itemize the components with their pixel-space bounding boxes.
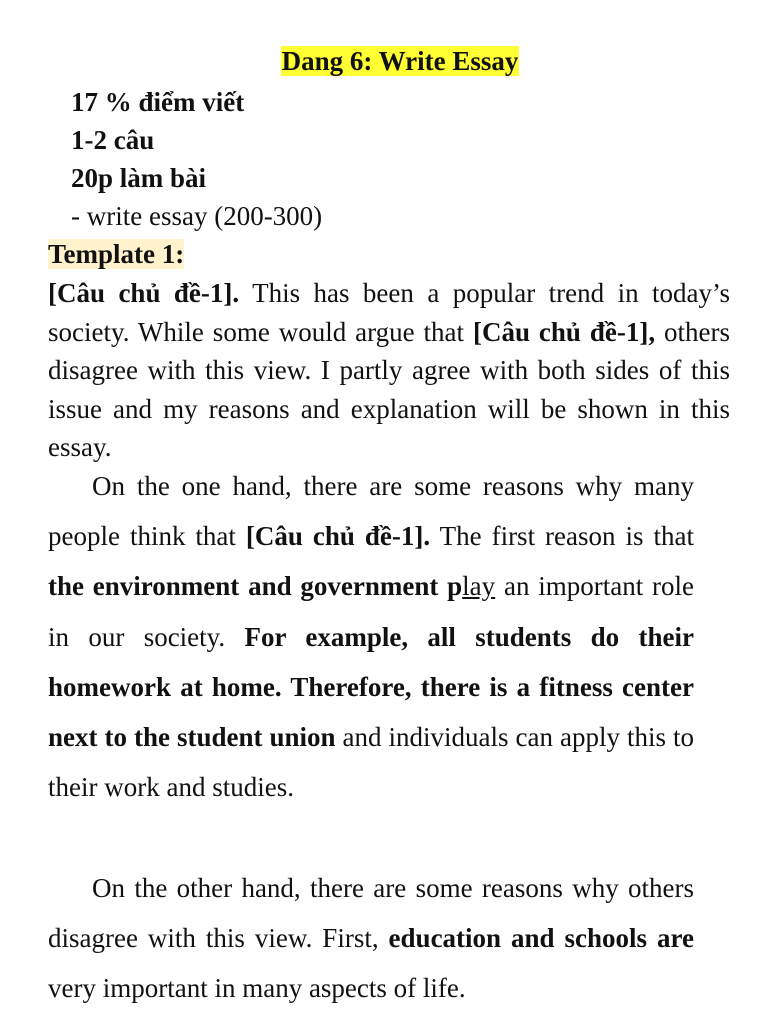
p1-bold-1: the environment and government p — [48, 571, 463, 602]
time-line: 20p làm bài — [71, 163, 207, 193]
p2-text-2: very important in many aspects of life. — [48, 973, 466, 1004]
intro-topic-2: [Câu chủ đề-1], — [472, 316, 656, 347]
p1-text-2: The first reason is that — [430, 521, 694, 552]
points-line: 17 % điểm viết — [71, 87, 245, 117]
intro-paragraph — [48, 274, 730, 467]
p2-text-1: On the other hand, there are some reasons why others disagree with this view. First, — [48, 873, 694, 954]
p1-topic: [Câu chủ đề-1]. — [245, 521, 431, 552]
title-highlight: Dang 6: Write Essay — [281, 46, 519, 76]
intro-text-2: others disagree with this view. I partly agree with both sides of this issue and my reasons and explanation will be shown in this essay. — [48, 316, 730, 463]
p1-bold-2: For example, all students do their homework at home. Therefore, there is a fitness center next to the student union — [48, 621, 694, 753]
p1-underlined: lay — [462, 571, 496, 602]
task-line: - write essay (200-300) — [71, 201, 323, 231]
p1-text-1: On the one hand, there are some reasons why many people think that — [48, 471, 694, 552]
p1-text-3: an important role in our society. — [48, 571, 694, 652]
intro-topic-1: [Câu chủ đề-1]. — [48, 278, 240, 308]
p2-bold: education and schools are — [388, 923, 694, 954]
body-paragraph-1 — [48, 461, 694, 812]
questions-line: 1-2 câu — [71, 125, 155, 155]
template-label — [48, 237, 184, 271]
document-title — [0, 44, 768, 78]
intro-text-1: This has been a popular trend in today’s society. While some would argue that — [48, 278, 730, 347]
p1-text-4: and individuals can apply this to their work and studies. — [48, 722, 694, 803]
body-paragraph-2 — [48, 863, 694, 1014]
template-highlight: Template 1: — [48, 239, 185, 269]
